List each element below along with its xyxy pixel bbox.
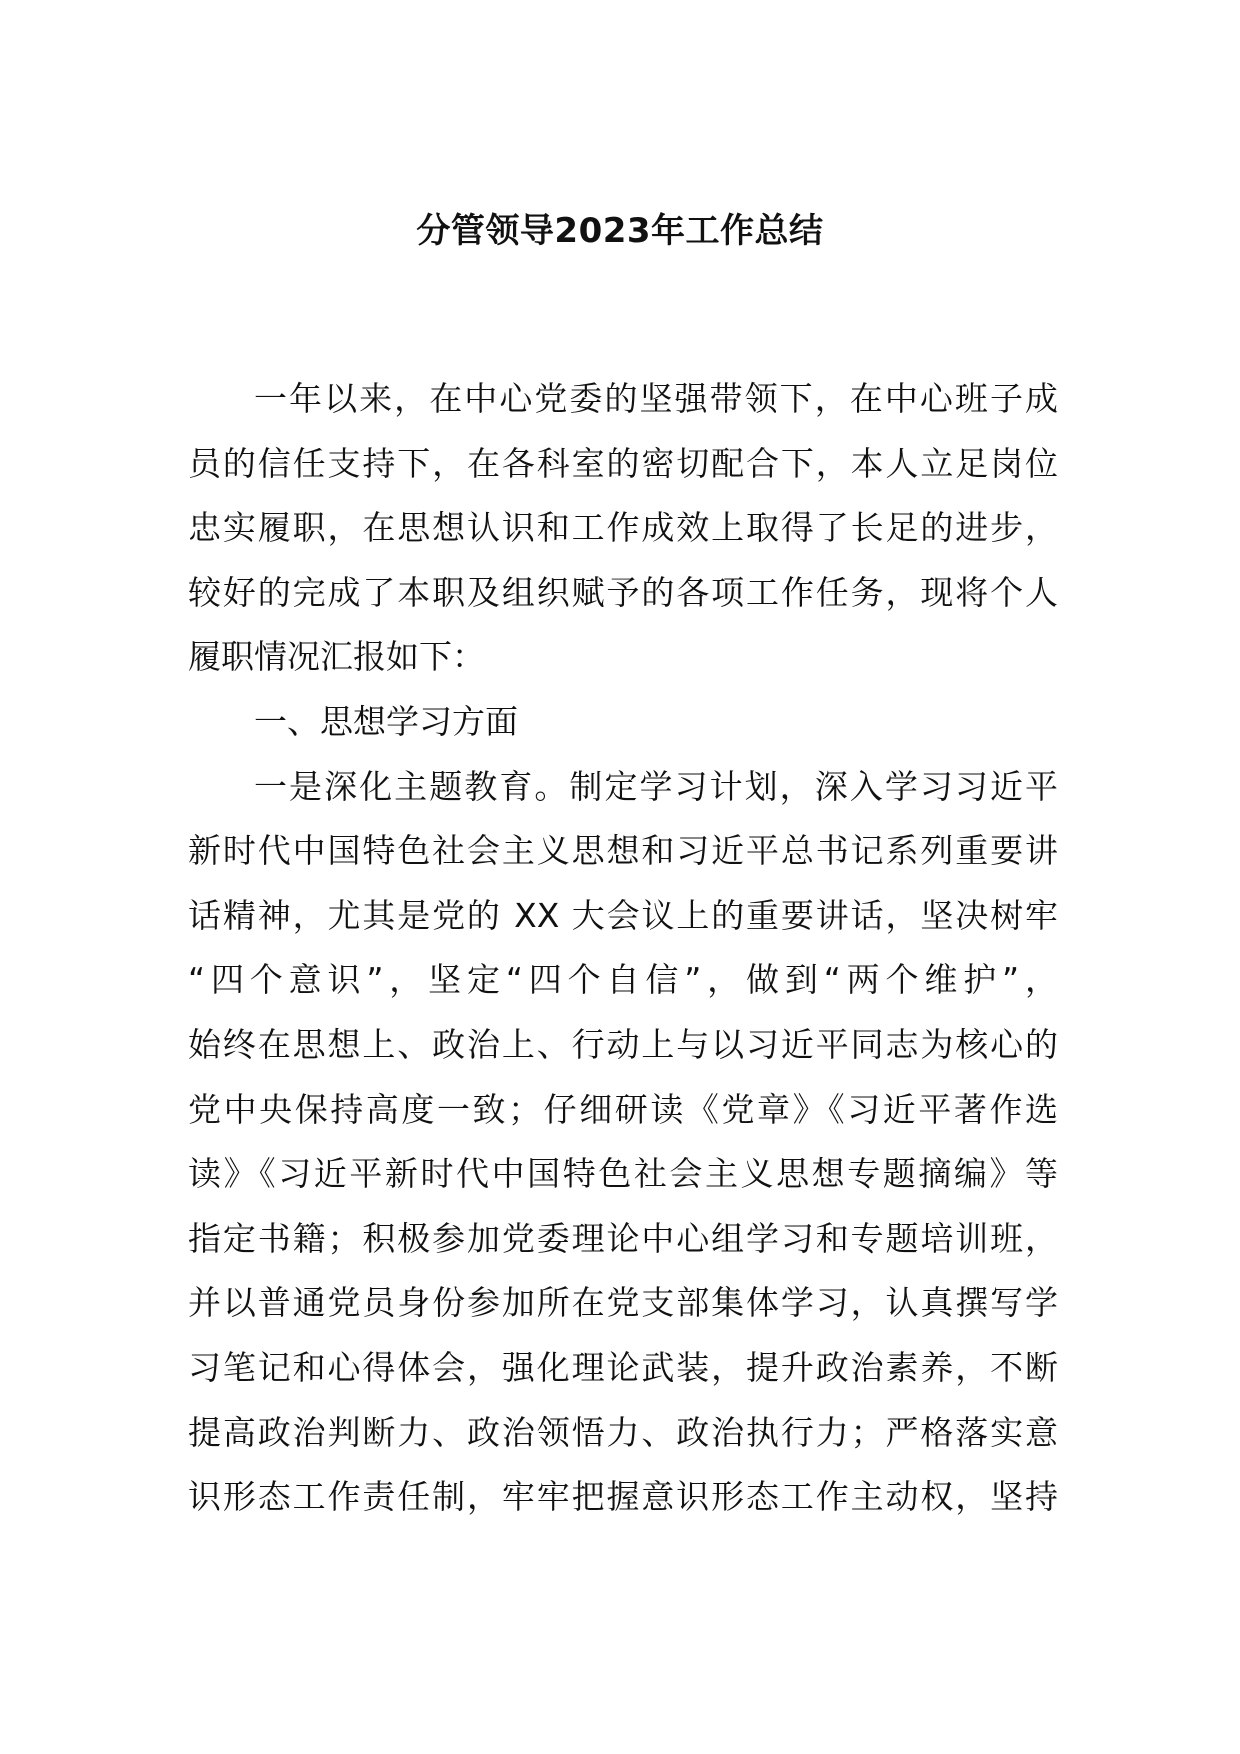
paragraph-line: 履职情况汇报如下： [188, 637, 485, 677]
paragraph-line: 员的信任支持下，在各科室的密切配合下，本人立足岗位 [188, 443, 1058, 483]
document-body [188, 367, 1058, 1530]
paragraph-line: 识形态工作责任制，牢牢把握意识形态工作主动权，坚持 [188, 1477, 1058, 1517]
paragraph-line: 较好的完成了本职及组织赋予的各项工作任务，现将个人 [188, 572, 1058, 612]
paragraph-line: 忠实履职，在思想认识和工作成效上取得了长足的进步， [188, 508, 1058, 548]
paragraph-line: 话精神，尤其是党的 XX 大会议上的重要讲话，坚决树牢 [188, 895, 1058, 935]
paragraph-line: 并以普通党员身份参加所在党支部集体学习，认真撰写学 [188, 1283, 1058, 1323]
paragraph-line: 始终在思想上、政治上、行动上与以习近平同志为核心的 [188, 1024, 1058, 1064]
paragraph-line: “四个意识”，坚定“四个自信”，做到“两个维护”， [188, 960, 1058, 1000]
paragraph-line: 一年以来，在中心党委的坚强带领下，在中心班子成 [254, 379, 1058, 418]
paragraph-line: 新时代中国特色社会主义思想和习近平总书记系列重要讲 [188, 831, 1058, 871]
paragraph-line: 党中央保持高度一致；仔细研读《党章》《习近平著作选 [188, 1089, 1058, 1129]
paragraph-line: 一是深化主题教育。制定学习计划，深入学习习近平 [254, 766, 1058, 806]
section-heading: 一、思想学习方面 [254, 701, 518, 741]
paragraph-line: 读》《习近平新时代中国特色社会主义思想专题摘编》等 [188, 1154, 1058, 1194]
document-title: 分管领导2023年工作总结 [416, 211, 824, 251]
paragraph-line: 指定书籍；积极参加党委理论中心组学习和专题培训班， [188, 1218, 1058, 1258]
paragraph-line: 提高政治判断力、政治领悟力、政治执行力；严格落实意 [188, 1412, 1058, 1452]
paragraph-line: 习笔记和心得体会，强化理论武装，提升政治素养，不断 [188, 1347, 1058, 1387]
